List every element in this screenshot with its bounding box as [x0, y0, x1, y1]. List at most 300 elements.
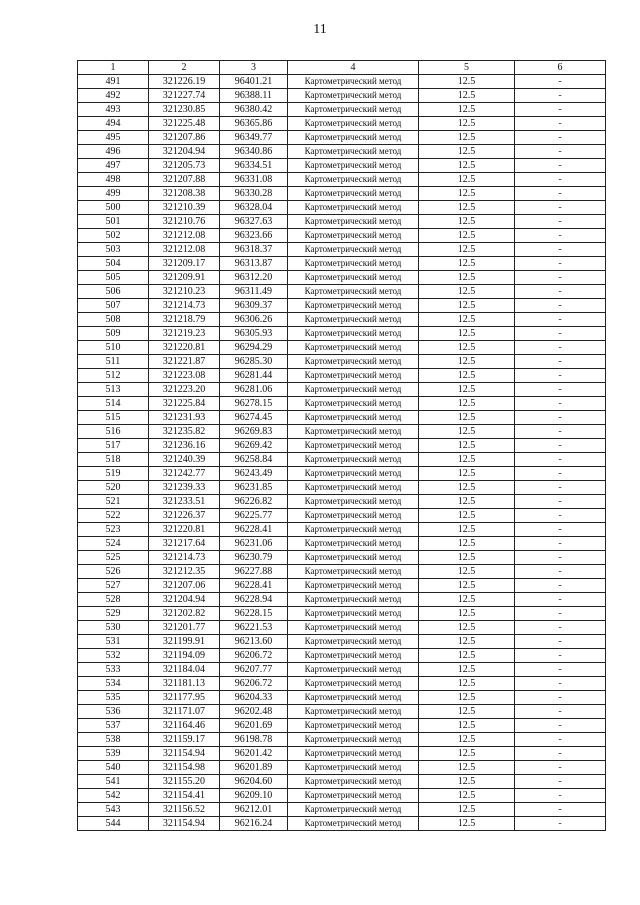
accuracy-cell: 12.5	[419, 649, 515, 663]
x-coordinate-cell: 321230.85	[149, 103, 220, 117]
accuracy-cell: 12.5	[419, 369, 515, 383]
table-row	[78, 579, 606, 593]
point-number-cell: 528	[78, 593, 149, 607]
method-cell: Картометрический метод	[288, 201, 419, 215]
point-number-cell: 524	[78, 537, 149, 551]
accuracy-cell: 12.5	[419, 551, 515, 565]
method-cell: Картометрический метод	[288, 215, 419, 229]
y-coordinate-cell: 96278.15	[220, 397, 288, 411]
note-cell: -	[515, 663, 606, 677]
method-cell: Картометрический метод	[288, 523, 419, 537]
y-coordinate-cell: 96198.78	[220, 733, 288, 747]
y-coordinate-cell: 96228.94	[220, 593, 288, 607]
x-coordinate-cell: 321164.46	[149, 719, 220, 733]
accuracy-cell: 12.5	[419, 285, 515, 299]
table-row	[78, 747, 606, 761]
y-coordinate-cell: 96285.30	[220, 355, 288, 369]
method-cell: Картометрический метод	[288, 369, 419, 383]
table-row	[78, 817, 606, 831]
y-coordinate-cell: 96340.86	[220, 145, 288, 159]
accuracy-cell: 12.5	[419, 271, 515, 285]
table-row	[78, 271, 606, 285]
table-row	[78, 131, 606, 145]
accuracy-cell: 12.5	[419, 397, 515, 411]
method-cell: Картометрический метод	[288, 467, 419, 481]
accuracy-cell: 12.5	[419, 299, 515, 313]
table-row	[78, 285, 606, 299]
table-row	[78, 551, 606, 565]
method-cell: Картометрический метод	[288, 789, 419, 803]
note-cell: -	[515, 789, 606, 803]
y-coordinate-cell: 96207.77	[220, 663, 288, 677]
x-coordinate-cell: 321209.17	[149, 257, 220, 271]
table-row	[78, 159, 606, 173]
accuracy-cell: 12.5	[419, 103, 515, 117]
note-cell: -	[515, 145, 606, 159]
point-number-cell: 516	[78, 425, 149, 439]
x-coordinate-cell: 321218.79	[149, 313, 220, 327]
accuracy-cell: 12.5	[419, 89, 515, 103]
point-number-cell: 527	[78, 579, 149, 593]
accuracy-cell: 12.5	[419, 481, 515, 495]
note-cell: -	[515, 117, 606, 131]
accuracy-cell: 12.5	[419, 691, 515, 705]
point-number-cell: 499	[78, 187, 149, 201]
table-row	[78, 439, 606, 453]
note-cell: -	[515, 369, 606, 383]
note-cell: -	[515, 495, 606, 509]
x-coordinate-cell: 321207.88	[149, 173, 220, 187]
x-coordinate-cell: 321199.91	[149, 635, 220, 649]
point-number-cell: 515	[78, 411, 149, 425]
method-cell: Картометрический метод	[288, 341, 419, 355]
point-number-cell: 509	[78, 327, 149, 341]
x-coordinate-cell: 321231.93	[149, 411, 220, 425]
y-coordinate-cell: 96231.85	[220, 481, 288, 495]
point-number-cell: 517	[78, 439, 149, 453]
accuracy-cell: 12.5	[419, 383, 515, 397]
method-cell: Картометрический метод	[288, 635, 419, 649]
y-coordinate-cell: 96209.10	[220, 789, 288, 803]
y-coordinate-cell: 96228.15	[220, 607, 288, 621]
note-cell: -	[515, 509, 606, 523]
point-number-cell: 536	[78, 705, 149, 719]
y-coordinate-cell: 96225.77	[220, 509, 288, 523]
column-header-1: 1	[78, 61, 149, 75]
table-row	[78, 89, 606, 103]
point-number-cell: 529	[78, 607, 149, 621]
table-row	[78, 635, 606, 649]
y-coordinate-cell: 96311.49	[220, 285, 288, 299]
method-cell: Картометрический метод	[288, 187, 419, 201]
y-coordinate-cell: 96213.60	[220, 635, 288, 649]
note-cell: -	[515, 593, 606, 607]
method-cell: Картометрический метод	[288, 593, 419, 607]
note-cell: -	[515, 775, 606, 789]
accuracy-cell: 12.5	[419, 607, 515, 621]
y-coordinate-cell: 96305.93	[220, 327, 288, 341]
table-row	[78, 663, 606, 677]
y-coordinate-cell: 96204.60	[220, 775, 288, 789]
x-coordinate-cell: 321212.08	[149, 229, 220, 243]
y-coordinate-cell: 96330.28	[220, 187, 288, 201]
method-cell: Картометрический метод	[288, 705, 419, 719]
accuracy-cell: 12.5	[419, 411, 515, 425]
y-coordinate-cell: 96201.89	[220, 761, 288, 775]
point-number-cell: 512	[78, 369, 149, 383]
table-row	[78, 467, 606, 481]
method-cell: Картометрический метод	[288, 397, 419, 411]
table-row	[78, 173, 606, 187]
method-cell: Картометрический метод	[288, 775, 419, 789]
accuracy-cell: 12.5	[419, 677, 515, 691]
method-cell: Картометрический метод	[288, 257, 419, 271]
x-coordinate-cell: 321240.39	[149, 453, 220, 467]
column-header-3: 3	[220, 61, 288, 75]
note-cell: -	[515, 523, 606, 537]
method-cell: Картометрический метод	[288, 649, 419, 663]
note-cell: -	[515, 677, 606, 691]
point-number-cell: 519	[78, 467, 149, 481]
point-number-cell: 493	[78, 103, 149, 117]
table-row	[78, 621, 606, 635]
x-coordinate-cell: 321212.35	[149, 565, 220, 579]
point-number-cell: 538	[78, 733, 149, 747]
coordinates-table	[77, 60, 606, 831]
accuracy-cell: 12.5	[419, 593, 515, 607]
accuracy-cell: 12.5	[419, 621, 515, 635]
y-coordinate-cell: 96216.24	[220, 817, 288, 831]
note-cell: -	[515, 229, 606, 243]
table-row	[78, 649, 606, 663]
point-number-cell: 495	[78, 131, 149, 145]
point-number-cell: 526	[78, 565, 149, 579]
x-coordinate-cell: 321225.48	[149, 117, 220, 131]
note-cell: -	[515, 313, 606, 327]
x-coordinate-cell: 321154.94	[149, 747, 220, 761]
y-coordinate-cell: 96243.49	[220, 467, 288, 481]
method-cell: Картометрический метод	[288, 173, 419, 187]
table-row	[78, 733, 606, 747]
point-number-cell: 503	[78, 243, 149, 257]
x-coordinate-cell: 321236.16	[149, 439, 220, 453]
note-cell: -	[515, 635, 606, 649]
table-row	[78, 341, 606, 355]
x-coordinate-cell: 321159.17	[149, 733, 220, 747]
accuracy-cell: 12.5	[419, 705, 515, 719]
y-coordinate-cell: 96228.41	[220, 579, 288, 593]
x-coordinate-cell: 321204.94	[149, 145, 220, 159]
table-row	[78, 789, 606, 803]
point-number-cell: 500	[78, 201, 149, 215]
x-coordinate-cell: 321223.08	[149, 369, 220, 383]
x-coordinate-cell: 321226.37	[149, 509, 220, 523]
accuracy-cell: 12.5	[419, 789, 515, 803]
x-coordinate-cell: 321209.91	[149, 271, 220, 285]
x-coordinate-cell: 321155.20	[149, 775, 220, 789]
table-row	[78, 593, 606, 607]
y-coordinate-cell: 96349.77	[220, 131, 288, 145]
note-cell: -	[515, 327, 606, 341]
x-coordinate-cell: 321154.41	[149, 789, 220, 803]
point-number-cell: 497	[78, 159, 149, 173]
method-cell: Картометрический метод	[288, 719, 419, 733]
y-coordinate-cell: 96202.48	[220, 705, 288, 719]
x-coordinate-cell: 321220.81	[149, 341, 220, 355]
method-cell: Картометрический метод	[288, 663, 419, 677]
y-coordinate-cell: 96294.29	[220, 341, 288, 355]
accuracy-cell: 12.5	[419, 537, 515, 551]
note-cell: -	[515, 89, 606, 103]
point-number-cell: 523	[78, 523, 149, 537]
accuracy-cell: 12.5	[419, 75, 515, 89]
method-cell: Картометрический метод	[288, 383, 419, 397]
method-cell: Картометрический метод	[288, 509, 419, 523]
table-row	[78, 411, 606, 425]
table-row	[78, 691, 606, 705]
x-coordinate-cell: 321210.76	[149, 215, 220, 229]
table-row	[78, 369, 606, 383]
point-number-cell: 501	[78, 215, 149, 229]
note-cell: -	[515, 551, 606, 565]
accuracy-cell: 12.5	[419, 131, 515, 145]
note-cell: -	[515, 621, 606, 635]
y-coordinate-cell: 96231.06	[220, 537, 288, 551]
table-row	[78, 565, 606, 579]
note-cell: -	[515, 453, 606, 467]
method-cell: Картометрический метод	[288, 551, 419, 565]
y-coordinate-cell: 96331.08	[220, 173, 288, 187]
table-row	[78, 495, 606, 509]
point-number-cell: 531	[78, 635, 149, 649]
x-coordinate-cell: 321156.52	[149, 803, 220, 817]
note-cell: -	[515, 691, 606, 705]
point-number-cell: 507	[78, 299, 149, 313]
point-number-cell: 541	[78, 775, 149, 789]
column-header-4: 4	[288, 61, 419, 75]
method-cell: Картометрический метод	[288, 481, 419, 495]
note-cell: -	[515, 537, 606, 551]
table-row	[78, 537, 606, 551]
note-cell: -	[515, 341, 606, 355]
x-coordinate-cell: 321181.13	[149, 677, 220, 691]
y-coordinate-cell: 96380.42	[220, 103, 288, 117]
table-row	[78, 313, 606, 327]
x-coordinate-cell: 321205.73	[149, 159, 220, 173]
accuracy-cell: 12.5	[419, 243, 515, 257]
method-cell: Картометрический метод	[288, 75, 419, 89]
table-row	[78, 397, 606, 411]
method-cell: Картометрический метод	[288, 145, 419, 159]
point-number-cell: 522	[78, 509, 149, 523]
note-cell: -	[515, 747, 606, 761]
table-row	[78, 75, 606, 89]
accuracy-cell: 12.5	[419, 425, 515, 439]
note-cell: -	[515, 439, 606, 453]
accuracy-cell: 12.5	[419, 187, 515, 201]
point-number-cell: 520	[78, 481, 149, 495]
accuracy-cell: 12.5	[419, 145, 515, 159]
method-cell: Картометрический метод	[288, 439, 419, 453]
table-row	[78, 187, 606, 201]
y-coordinate-cell: 96258.84	[220, 453, 288, 467]
table-row	[78, 117, 606, 131]
method-cell: Картометрический метод	[288, 313, 419, 327]
accuracy-cell: 12.5	[419, 579, 515, 593]
y-coordinate-cell: 96230.79	[220, 551, 288, 565]
x-coordinate-cell: 321204.94	[149, 593, 220, 607]
point-number-cell: 508	[78, 313, 149, 327]
method-cell: Картометрический метод	[288, 327, 419, 341]
note-cell: -	[515, 649, 606, 663]
method-cell: Картометрический метод	[288, 733, 419, 747]
x-coordinate-cell: 321154.98	[149, 761, 220, 775]
x-coordinate-cell: 321210.23	[149, 285, 220, 299]
x-coordinate-cell: 321219.23	[149, 327, 220, 341]
point-number-cell: 534	[78, 677, 149, 691]
accuracy-cell: 12.5	[419, 663, 515, 677]
note-cell: -	[515, 705, 606, 719]
table-row	[78, 803, 606, 817]
note-cell: -	[515, 411, 606, 425]
note-cell: -	[515, 467, 606, 481]
y-coordinate-cell: 96313.87	[220, 257, 288, 271]
accuracy-cell: 12.5	[419, 313, 515, 327]
point-number-cell: 498	[78, 173, 149, 187]
accuracy-cell: 12.5	[419, 229, 515, 243]
table-row	[78, 257, 606, 271]
note-cell: -	[515, 243, 606, 257]
table-row	[78, 215, 606, 229]
y-coordinate-cell: 96328.04	[220, 201, 288, 215]
accuracy-cell: 12.5	[419, 761, 515, 775]
method-cell: Картометрический метод	[288, 425, 419, 439]
accuracy-cell: 12.5	[419, 117, 515, 131]
accuracy-cell: 12.5	[419, 439, 515, 453]
table-row	[78, 201, 606, 215]
x-coordinate-cell: 321221.87	[149, 355, 220, 369]
method-cell: Картометрический метод	[288, 537, 419, 551]
point-number-cell: 533	[78, 663, 149, 677]
accuracy-cell: 12.5	[419, 565, 515, 579]
column-header-6: 6	[515, 61, 606, 75]
point-number-cell: 543	[78, 803, 149, 817]
note-cell: -	[515, 131, 606, 145]
note-cell: -	[515, 75, 606, 89]
table-row	[78, 705, 606, 719]
table-row	[78, 719, 606, 733]
accuracy-cell: 12.5	[419, 453, 515, 467]
table-row	[78, 229, 606, 243]
x-coordinate-cell: 321220.81	[149, 523, 220, 537]
point-number-cell: 530	[78, 621, 149, 635]
table-row	[78, 607, 606, 621]
note-cell: -	[515, 579, 606, 593]
x-coordinate-cell: 321184.04	[149, 663, 220, 677]
table-row	[78, 327, 606, 341]
x-coordinate-cell: 321227.74	[149, 89, 220, 103]
method-cell: Картометрический метод	[288, 159, 419, 173]
table-row	[78, 677, 606, 691]
table-row	[78, 103, 606, 117]
x-coordinate-cell: 321239.33	[149, 481, 220, 495]
note-cell: -	[515, 761, 606, 775]
x-coordinate-cell: 321214.73	[149, 299, 220, 313]
column-header-2: 2	[149, 61, 220, 75]
accuracy-cell: 12.5	[419, 817, 515, 831]
x-coordinate-cell: 321177.95	[149, 691, 220, 705]
table-row	[78, 355, 606, 369]
accuracy-cell: 12.5	[419, 495, 515, 509]
point-number-cell: 494	[78, 117, 149, 131]
table-row	[78, 523, 606, 537]
point-number-cell: 492	[78, 89, 149, 103]
coordinates-table-container	[77, 60, 605, 831]
method-cell: Картометрический метод	[288, 691, 419, 705]
y-coordinate-cell: 96281.44	[220, 369, 288, 383]
y-coordinate-cell: 96227.88	[220, 565, 288, 579]
method-cell: Картометрический метод	[288, 565, 419, 579]
point-number-cell: 535	[78, 691, 149, 705]
table-row	[78, 453, 606, 467]
accuracy-cell: 12.5	[419, 159, 515, 173]
point-number-cell: 506	[78, 285, 149, 299]
note-cell: -	[515, 719, 606, 733]
note-cell: -	[515, 383, 606, 397]
x-coordinate-cell: 321225.84	[149, 397, 220, 411]
column-header-5: 5	[419, 61, 515, 75]
point-number-cell: 513	[78, 383, 149, 397]
note-cell: -	[515, 733, 606, 747]
note-cell: -	[515, 397, 606, 411]
table-body	[78, 75, 606, 831]
y-coordinate-cell: 96206.72	[220, 649, 288, 663]
method-cell: Картометрический метод	[288, 817, 419, 831]
note-cell: -	[515, 425, 606, 439]
note-cell: -	[515, 173, 606, 187]
table-row	[78, 509, 606, 523]
y-coordinate-cell: 96306.26	[220, 313, 288, 327]
method-cell: Картометрический метод	[288, 117, 419, 131]
note-cell: -	[515, 103, 606, 117]
point-number-cell: 504	[78, 257, 149, 271]
x-coordinate-cell: 321202.82	[149, 607, 220, 621]
y-coordinate-cell: 96281.06	[220, 383, 288, 397]
method-cell: Картометрический метод	[288, 229, 419, 243]
page-number: 11	[313, 22, 327, 37]
point-number-cell: 537	[78, 719, 149, 733]
x-coordinate-cell: 321207.86	[149, 131, 220, 145]
accuracy-cell: 12.5	[419, 201, 515, 215]
x-coordinate-cell: 321223.20	[149, 383, 220, 397]
accuracy-cell: 12.5	[419, 327, 515, 341]
accuracy-cell: 12.5	[419, 173, 515, 187]
table-row	[78, 145, 606, 159]
table-row	[78, 775, 606, 789]
accuracy-cell: 12.5	[419, 341, 515, 355]
method-cell: Картометрический метод	[288, 411, 419, 425]
method-cell: Картометрический метод	[288, 803, 419, 817]
note-cell: -	[515, 817, 606, 831]
y-coordinate-cell: 96274.45	[220, 411, 288, 425]
point-number-cell: 539	[78, 747, 149, 761]
point-number-cell: 514	[78, 397, 149, 411]
x-coordinate-cell: 321154.94	[149, 817, 220, 831]
point-number-cell: 502	[78, 229, 149, 243]
point-number-cell: 542	[78, 789, 149, 803]
x-coordinate-cell: 321242.77	[149, 467, 220, 481]
point-number-cell: 532	[78, 649, 149, 663]
